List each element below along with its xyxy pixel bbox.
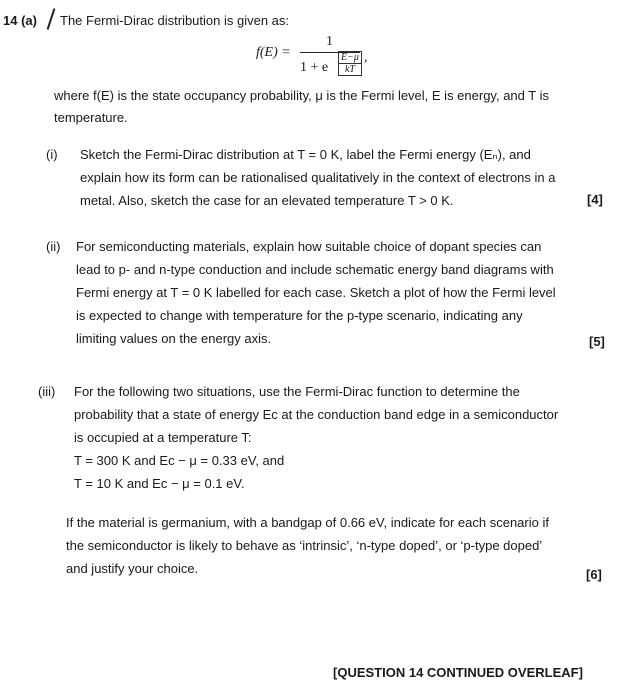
part-i-label: (i) [46, 147, 58, 162]
formula-lhs: f(E) = [256, 45, 291, 60]
part-ii-line: is expected to change with temperature for the p-type scenario, indicating any [76, 308, 523, 323]
part-iii-line: probability that a state of energy Ec at the conduction band edge in a semiconductor [74, 407, 559, 422]
handwritten-slash [47, 8, 56, 30]
exponent-top: E−μ [338, 51, 362, 63]
part-iii-followup-line: and justify your choice. [66, 561, 199, 576]
part-iii-line: For the following two situations, use the Fermi-Dirac function to determine the [74, 384, 520, 399]
formula-numerator: 1 [326, 34, 333, 49]
part-ii-line: lead to p- and n-type conduction and include schematic energy band diagrams with [76, 262, 554, 277]
part-ii-label: (ii) [46, 239, 61, 254]
part-ii-marks: [5] [589, 334, 605, 349]
part-iii-scenario-2: T = 10 K and Ec − μ = 0.1 eV. [74, 476, 245, 491]
part-i-marks: [4] [587, 192, 603, 207]
formula-exponent [338, 51, 362, 76]
part-i-line: explain how its form can be rationalised qualitatively in the context of electrons in a [80, 170, 556, 185]
definition-line-2: temperature. [54, 110, 128, 125]
formula-denominator: 1 + e [300, 60, 329, 75]
exponent-bottom: kT [338, 63, 362, 76]
part-ii-line: Fermi energy at T = 0 K labelled for each case. Sketch a plot of how the Fermi level [76, 285, 556, 300]
part-iii-scenario-1: T = 300 K and Ec − μ = 0.33 eV, and [74, 453, 285, 468]
part-iii-marks: [6] [586, 567, 602, 582]
part-ii-line: For semiconducting materials, explain how suitable choice of dopant species can [76, 239, 542, 254]
part-i-line: metal. Also, sketch the case for an elevated temperature T > 0 K. [80, 193, 454, 208]
part-i-line: Sketch the Fermi-Dirac distribution at T = 0 K, label the Fermi energy (Eₙ), and [80, 147, 531, 162]
formula-trail: , [364, 50, 368, 65]
part-ii-line: limiting values on the energy axis. [76, 331, 272, 346]
question-number: 14 (a) [3, 13, 37, 28]
part-iii-followup-line: the semiconductor is likely to behave as ‘intrinsic’, ‘n-type doped’, or ‘p-type doped’ [66, 538, 543, 553]
part-iii-followup-line: If the material is germanium, with a bandgap of 0.66 eV, indicate for each scenario if [66, 515, 549, 530]
intro-text: The Fermi-Dirac distribution is given as: [60, 13, 290, 28]
continued-overleaf: [QUESTION 14 CONTINUED OVERLEAF] [333, 665, 583, 680]
definition-line-1: where f(E) is the state occupancy probability, μ is the Fermi level, E is energy, and T is [54, 88, 549, 103]
part-iii-line: is occupied at a temperature T: [74, 430, 252, 445]
part-iii-label: (iii) [38, 384, 56, 399]
